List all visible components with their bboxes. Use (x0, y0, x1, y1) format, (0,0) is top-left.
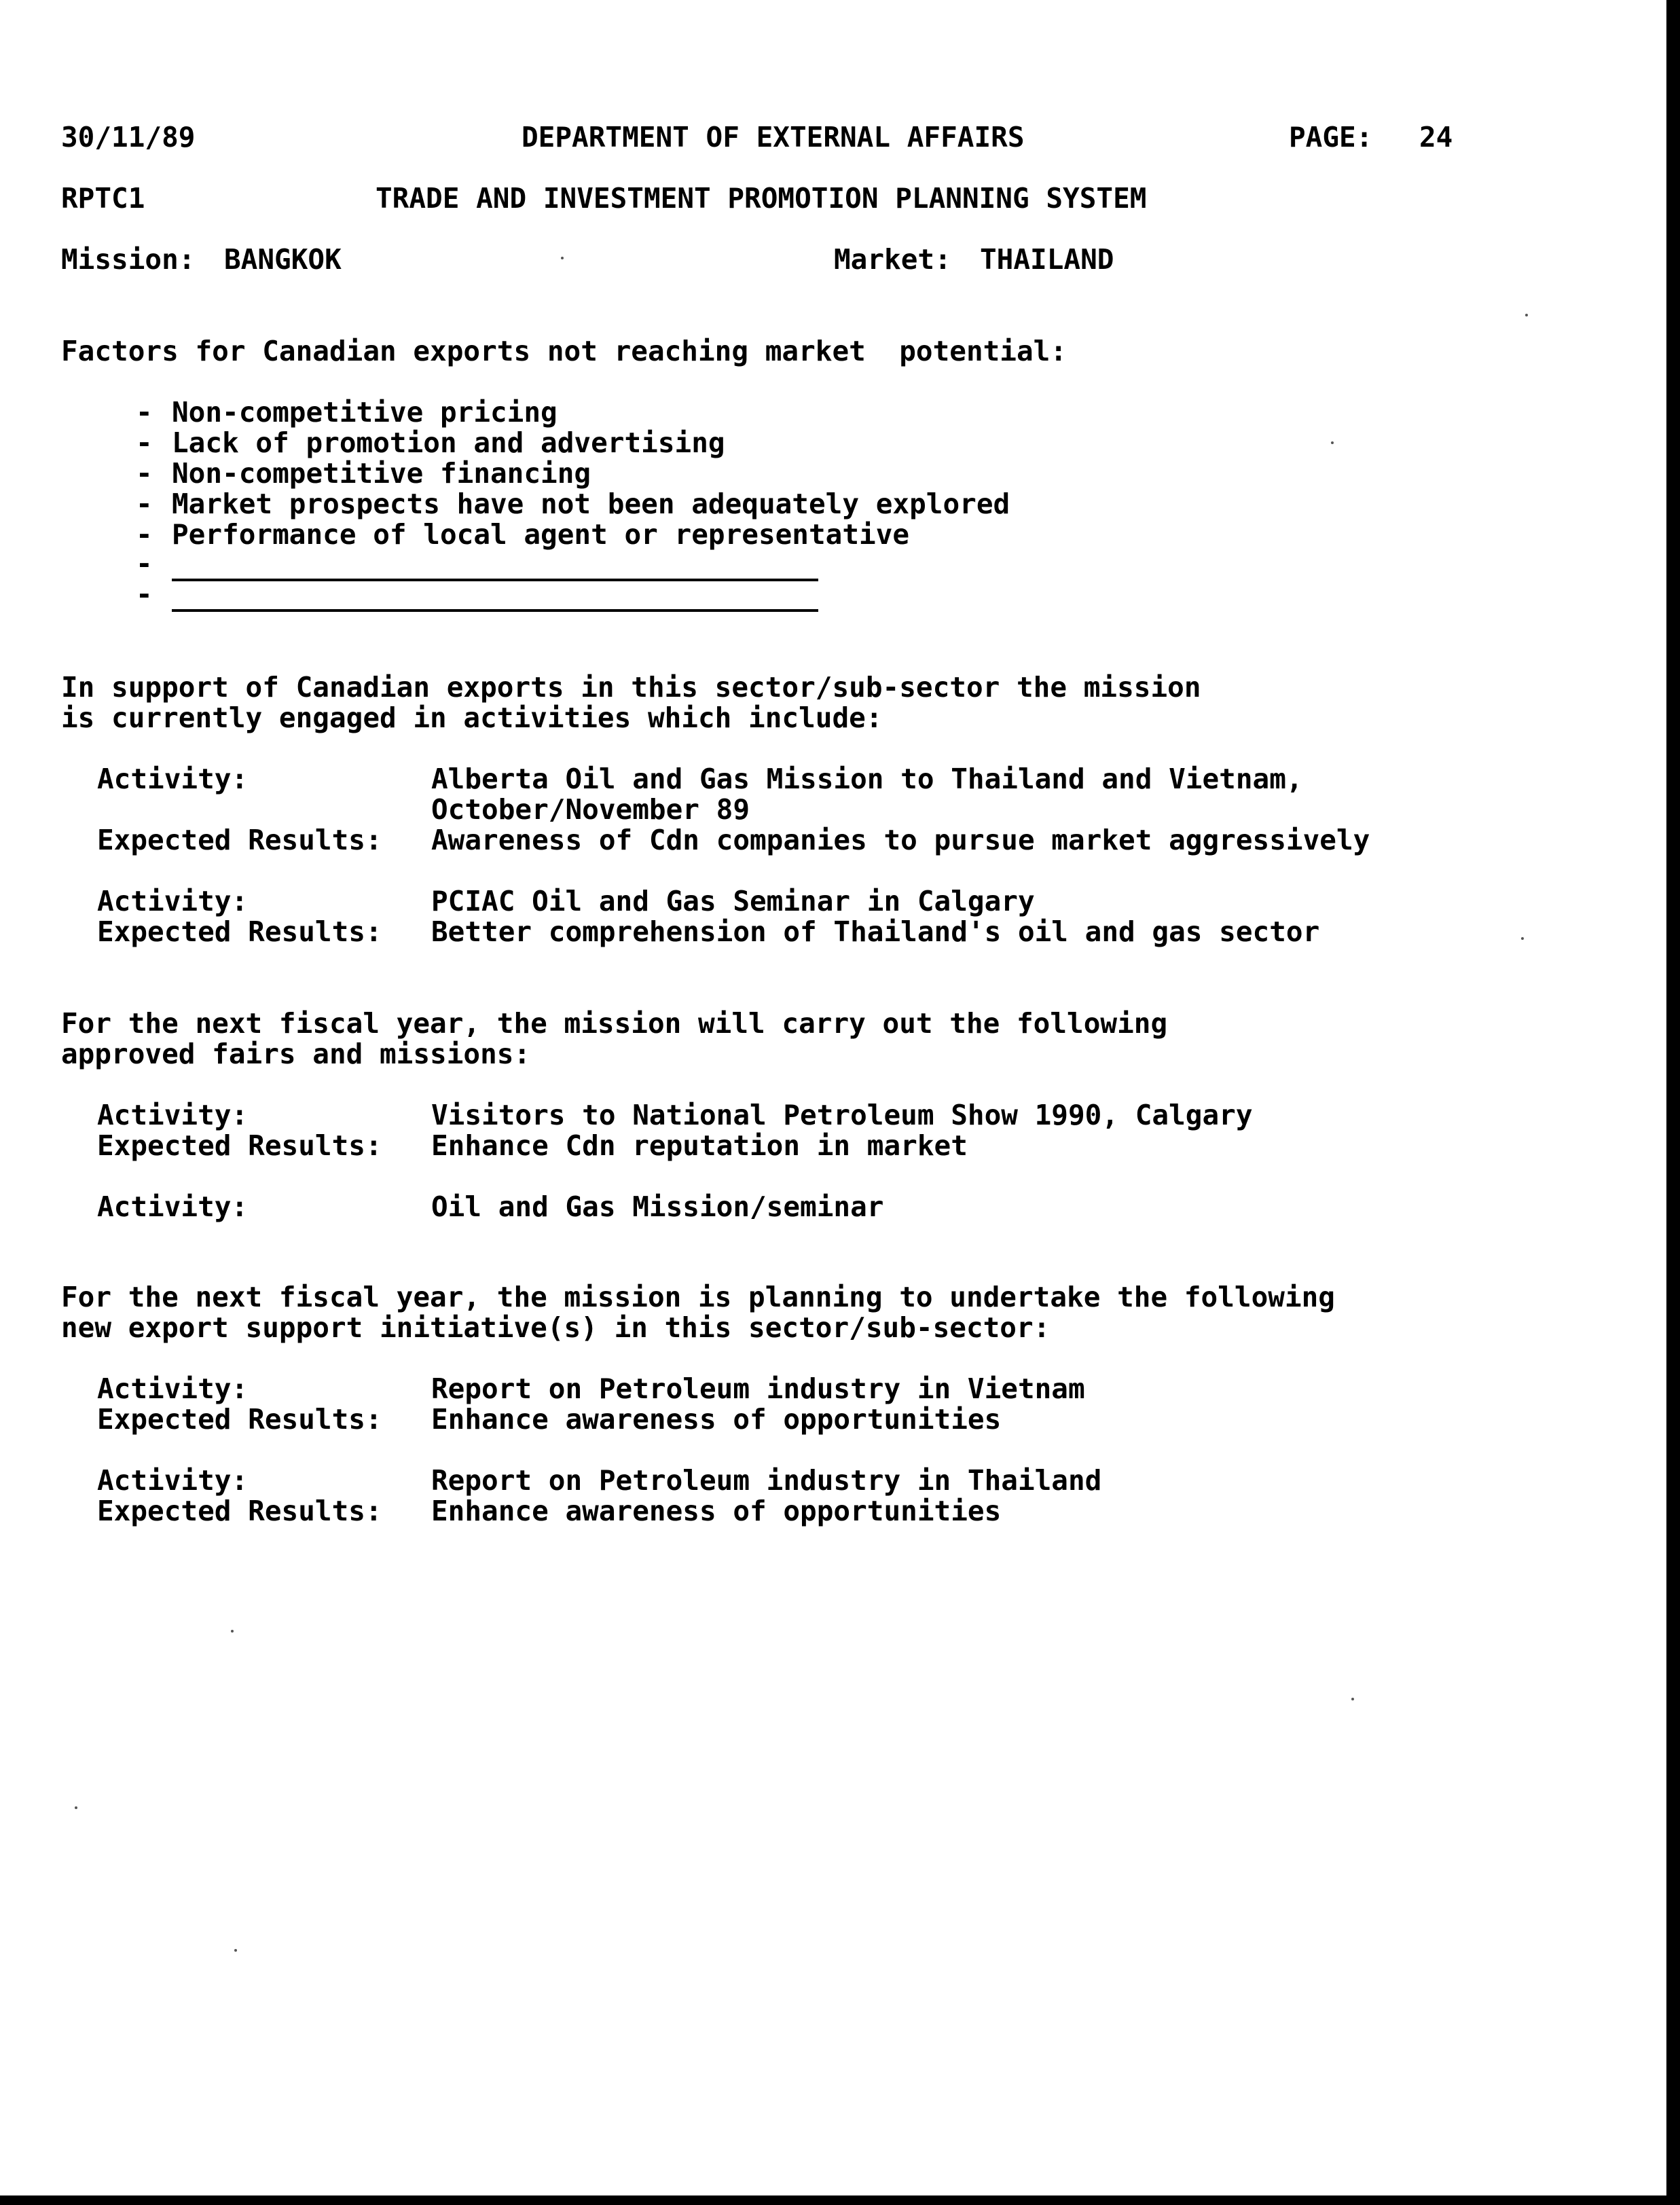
activity-label: Activity: (97, 763, 249, 795)
department-title: DEPARTMENT OF EXTERNAL AFFAIRS (522, 121, 1025, 153)
page-label: PAGE: (1289, 121, 1373, 153)
market-value: THAILAND (980, 243, 1114, 276)
expected-results-value: Enhance awareness of opportunities (431, 1495, 1002, 1527)
activity-value: Report on Petroleum industry in Vietnam (431, 1372, 1085, 1405)
factors-heading: Factors for Canadian exports not reaching market potential: (61, 335, 1067, 367)
activity-value: Visitors to National Petroleum Show 1990, Calgary (431, 1099, 1253, 1131)
activity-label: Activity: (97, 1464, 249, 1497)
expected-results-value: Awareness of Cdn companies to pursue market aggressively (431, 824, 1370, 856)
expected-results-value: Better comprehension of Thailand's oil and gas sector (431, 915, 1320, 948)
mission-label: Mission: (61, 243, 196, 276)
scan-speck (1351, 1698, 1354, 1700)
market-label: Market: (834, 243, 951, 276)
activity-label: Activity: (97, 1099, 249, 1131)
activity-label: Activity: (97, 1372, 249, 1405)
report-date: 30/11/89 (61, 121, 196, 153)
factor-dash: - (136, 426, 153, 459)
activity-label: Activity: (97, 1190, 249, 1223)
expected-results-value: Enhance Cdn reputation in market (431, 1129, 968, 1162)
factor-dash: - (136, 547, 153, 580)
expected-results-value: Enhance awareness of opportunities (431, 1403, 1002, 1436)
factor-item: Market prospects have not been adequately explored (172, 488, 1010, 520)
factor-dash: - (136, 457, 153, 490)
approved-intro-line1: For the next fiscal year, the mission will carry out the following (61, 1007, 1168, 1040)
activity-value: PCIAC Oil and Gas Seminar in Calgary (431, 885, 1035, 917)
scan-edge-bottom (0, 2195, 1680, 2205)
factor-item: Lack of promotion and advertising (172, 426, 725, 459)
scan-speck (234, 1949, 237, 1952)
system-title: TRADE AND INVESTMENT PROMOTION PLANNING SYSTEM (376, 182, 1147, 215)
blank-factor-line (172, 579, 818, 581)
factor-dash: - (136, 518, 153, 551)
activity-value: Alberta Oil and Gas Mission to Thailand and Vietnam, (431, 763, 1303, 795)
scan-edge-right (1666, 0, 1680, 2205)
blank-factor-line (172, 609, 818, 612)
expected-results-label: Expected Results: (97, 1495, 382, 1527)
activity-value-cont: October/November 89 (431, 793, 750, 826)
factor-item: Non-competitive pricing (172, 396, 558, 429)
page-number: 24 (1419, 121, 1453, 153)
planned-intro-line2: new export support initiative(s) in this sector/sub-sector: (61, 1311, 1051, 1344)
factor-dash: - (136, 396, 153, 429)
scan-speck (561, 257, 564, 259)
activity-label: Activity: (97, 885, 249, 917)
expected-results-label: Expected Results: (97, 915, 382, 948)
scan-speck (1331, 441, 1334, 444)
activity-value: Report on Petroleum industry in Thailand (431, 1464, 1102, 1497)
expected-results-label: Expected Results: (97, 1129, 382, 1162)
expected-results-label: Expected Results: (97, 824, 382, 856)
activity-value: Oil and Gas Mission/seminar (431, 1190, 884, 1223)
scan-speck (75, 1806, 77, 1809)
factor-dash: - (136, 578, 153, 611)
planned-intro-line1: For the next fiscal year, the mission is planning to undertake the following (61, 1281, 1335, 1313)
mission-value: BANGKOK (224, 243, 342, 276)
scan-speck (1525, 314, 1528, 316)
expected-results-label: Expected Results: (97, 1403, 382, 1436)
factor-item: Non-competitive financing (172, 457, 591, 490)
report-code: RPTC1 (61, 182, 145, 215)
current-intro-line1: In support of Canadian exports in this sector/sub-sector the mission (61, 671, 1201, 704)
factor-item: Performance of local agent or representative (172, 518, 910, 551)
scan-speck (1521, 937, 1524, 940)
factor-dash: - (136, 488, 153, 520)
current-intro-line2: is currently engaged in activities which include: (61, 701, 883, 734)
approved-intro-line2: approved fairs and missions: (61, 1038, 531, 1070)
scan-speck (231, 1630, 234, 1633)
